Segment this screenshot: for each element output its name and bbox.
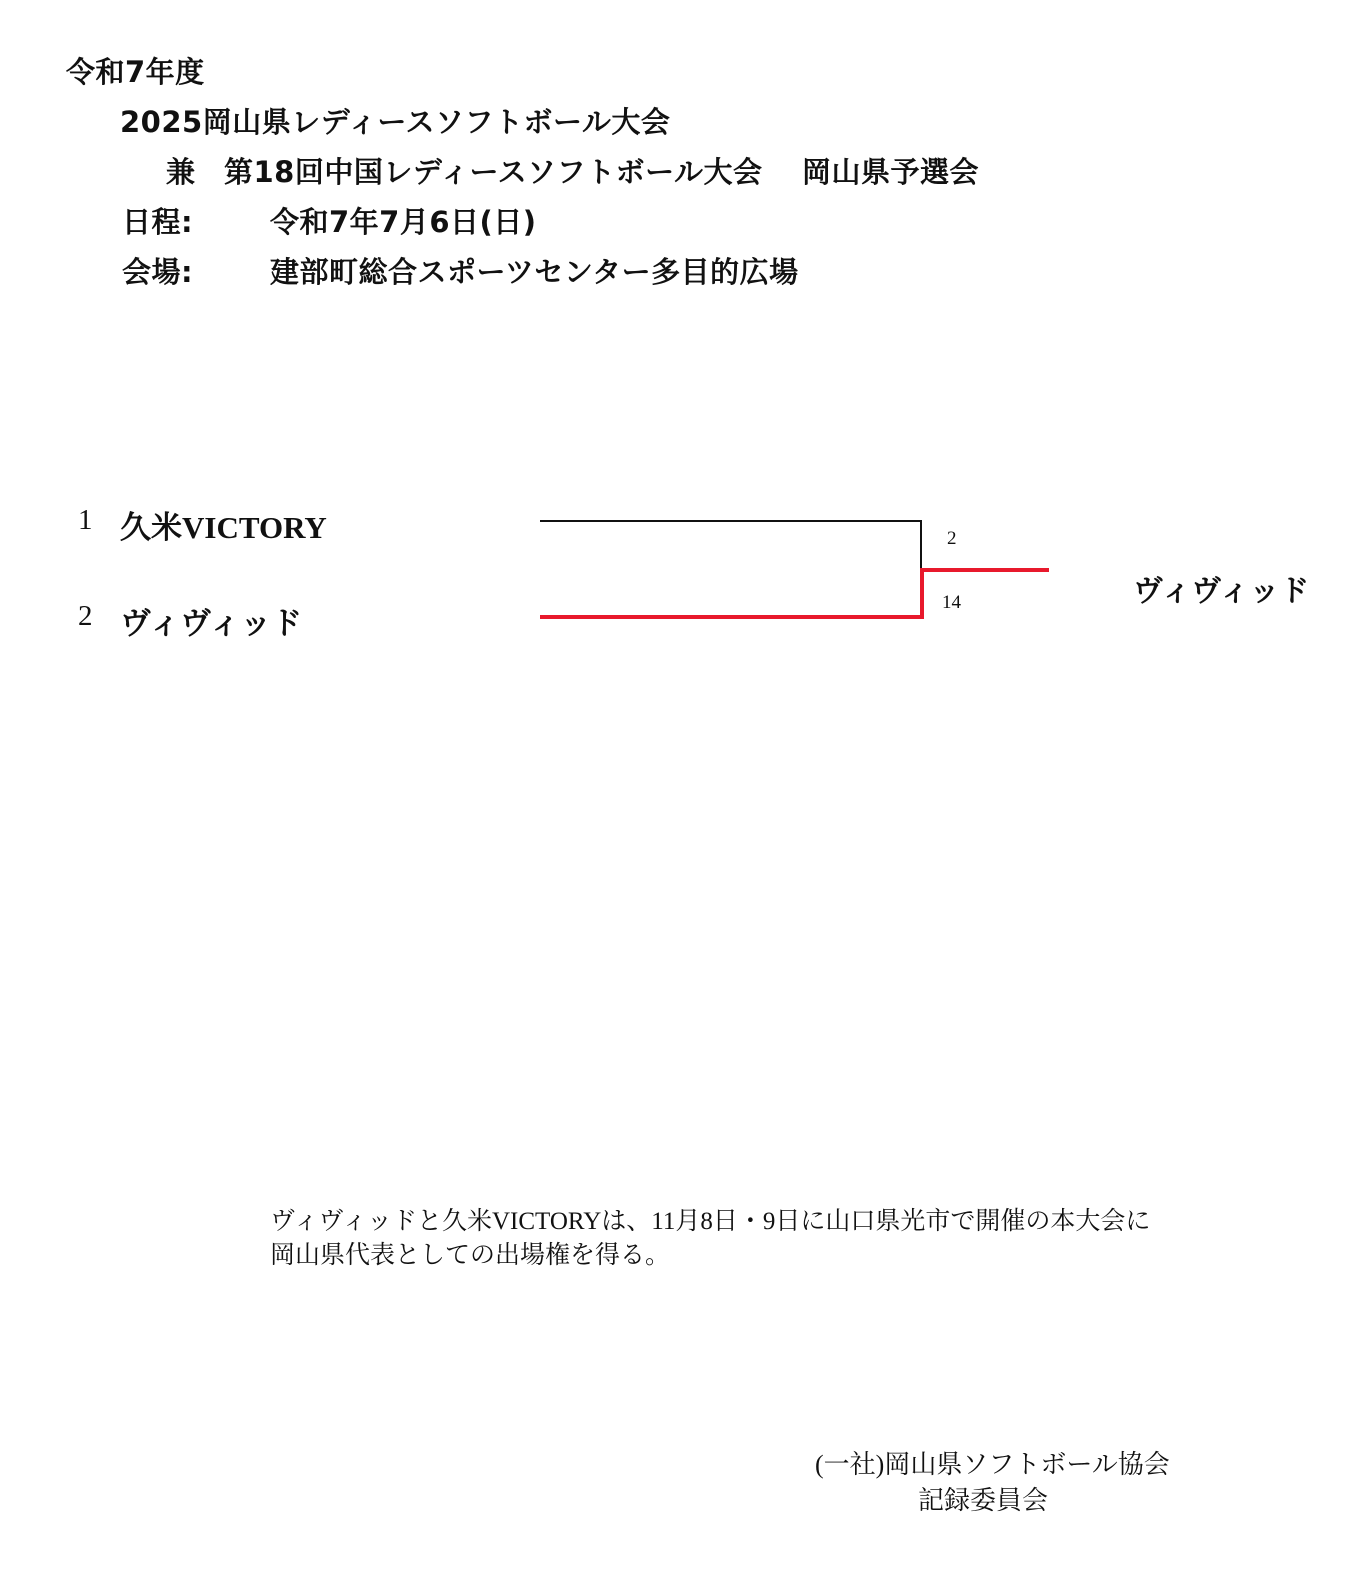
team-1-name: 久米VICTORY	[120, 510, 327, 545]
venue-label: 会場:	[122, 255, 194, 289]
seed-1: 1	[78, 504, 93, 536]
tournament-title: 2025岡山県レディースソフトボール大会	[120, 105, 671, 139]
winner-name: ヴィヴィッド	[1133, 575, 1310, 608]
committee-name: 記録委員会	[918, 1486, 1049, 1515]
fiscal-year: 令和7年度	[66, 55, 205, 89]
team-1-score: 2	[947, 528, 957, 549]
qualifier-title: 岡山県予選会	[802, 155, 980, 189]
qualification-note-line-1: ヴィヴィッドと久米VICTORYは、11月8日・9日に山口県光市で開催の本大会に	[270, 1208, 1151, 1235]
qualification-note-line-2: 岡山県代表としての出場権を得る。	[270, 1242, 671, 1269]
combined-title: 第18回中国レディースソフトボール大会	[224, 155, 763, 189]
organization-name: (一社)岡山県ソフトボール協会	[815, 1450, 1170, 1479]
venue-value: 建部町総合スポーツセンター多目的広場	[270, 255, 799, 289]
team-2-name: ヴィヴィッド	[120, 606, 303, 641]
schedule-label: 日程:	[122, 205, 194, 239]
team-2-score: 14	[942, 592, 961, 613]
combined-prefix: 兼	[166, 155, 196, 189]
schedule-value: 令和7年7月6日(日)	[270, 205, 537, 239]
seed-2: 2	[78, 600, 93, 632]
